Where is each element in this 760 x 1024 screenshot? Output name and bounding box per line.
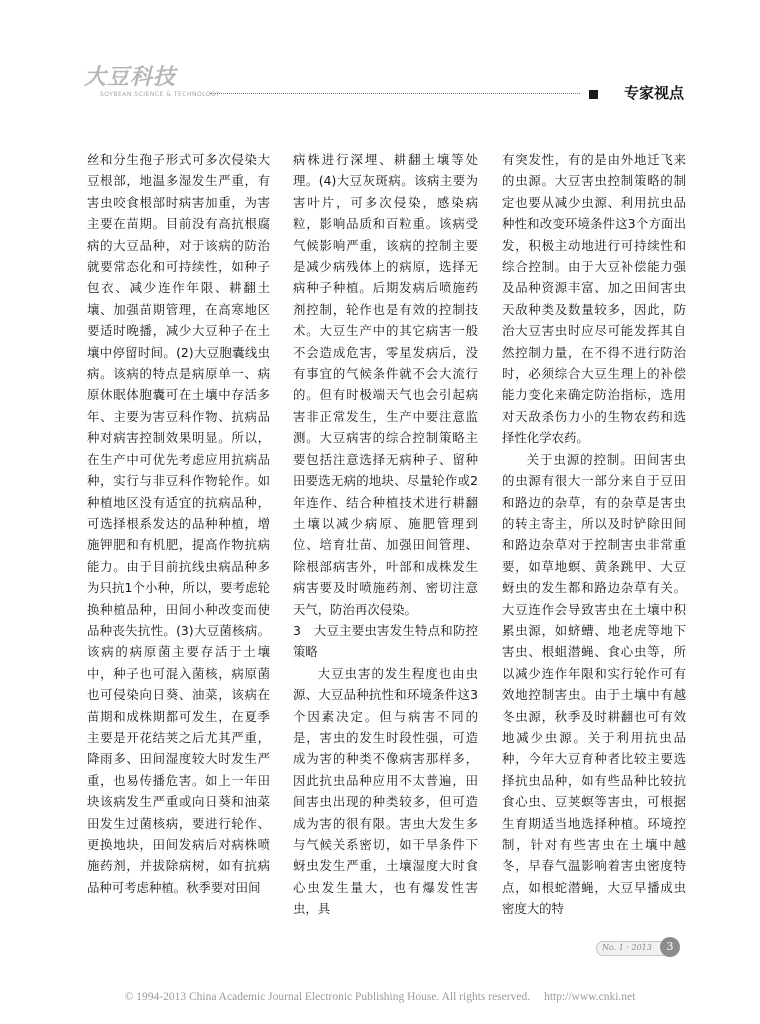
- issue-label: No. 1 · 2013: [602, 943, 652, 952]
- paragraph: 关于虫源的控制。田间害虫的虫源有很大一部分来自于豆田和路边的杂草，有的杂草是害虫的转主寄主，所以及时铲除田间和路边杂草对于控制害虫非常重要，如草地螟、黄条跳甲、大豆蚜虫的发生都和路边杂草有关。大豆连作会导致害虫在土壤中积累虫源，如蛴螬、地老虎等地下害虫、根蛆潜蝇、食心虫等，所以减少连作年限和实行轮作可有效地控制害虫。由于土壤中有越冬虫源，秋季及时耕翻也可有效地减少虫源。关于利用抗虫品种，今年大豆育种者比较主要选择抗虫品种，如有些品种比较抗食心虫、豆荚螟等害虫，可根据生育期适当地选择种植。环境控制，针对有些害虫在土壤中越冬，早春气温影响着害虫密度特点，如根蛇潜蝇，大豆早播成虫密度大的特: [502, 451, 686, 917]
- page-footer: [0, 991, 760, 1003]
- text-column-1: [87, 149, 270, 898]
- paragraph: 大豆虫害的发生程度也由虫源、大豆品种抗性和环境条件这3个因素决定。但与病害不同的是，害虫的发生时段性强，可造成为害的种类不像病害那样多，因此抗虫品种应用不太普遍，田间害虫出现的种类较多，但可造成为害的很有限。害虫大发生多与气候关系密切，如干旱条件下蚜虫发生严重，土壤湿度大时食心虫发生量大，也有爆发性害虫，具: [293, 665, 478, 917]
- section-title: 专家视点: [624, 84, 685, 102]
- text-column-2: [293, 149, 478, 920]
- paragraph: 丝和分生孢子形式可多次侵染大豆根部，地温多湿发生严重，有害虫咬食根部时病害加重，为害主要在苗期。目前没有高抗根腐病的大豆品种，对于该病的防治就要常态化和可持续性，如种子包衣、减少连作年限、耕翻土壤、加强苗期管理，在高寒地区要适时晚播，减少大豆种子在土壤中停留时间。(2)大豆胞囊线虫病。该病的特点是病原单一、病原休眠体胞囊可在土壤中存活多年、主要为害豆科作物、抗病品种对病害控制效果明显。所以，在生产中可优先考虑应用抗病品种，实行与非豆科作物轮作。如种植地区没有适宜的抗病品种，可选择根系发达的品种种植，增施钾肥和有机肥，提高作物抗病能力。由于目前抗线虫病品种多为只抗1个小种，所以，要考虑轮换种植品种，田间小种改变而使品种丧失抗性。(3)大豆菌核病。该病的病原菌主要存活于土壤中，种子也可混入菌核，病原菌也可侵染向日葵、油菜，该病在苗期和成株期都可发生，在夏季主要是开花结荚之后尤其严重，降雨多、田间湿度较大时发生严重，也易传播危害。如上一年田块该病发生严重或向日葵和油菜田发生过菌核病，要进行轮作、更换地块，田间发病后对病株喷施药剂，并拔除病树，如有抗病品种可考虑种植。秋季要对田间: [87, 152, 270, 895]
- header-divider: [210, 93, 580, 94]
- page-number-badge: [596, 937, 681, 957]
- footer-url[interactable]: http://www.cnki.net: [544, 991, 636, 1003]
- journal-logo: [84, 66, 284, 106]
- copyright-text: © 1994-2013 China Academic Journal Electronic Publishing House. All rights reserved.: [124, 991, 531, 1003]
- paragraph: 病株进行深埋、耕翻土壤等处理。(4)大豆灰斑病。该病主要为害叶片，可多次侵染，感染病粒，影响品质和百粒重。该病受气候影响严重，该病的控制主要是减少病残体上的病原，选择无病种子种植。后期发病后喷施药剂控制，轮作也是有效的控制技术。大豆生产中的其它病害一般不会造成危害，零星发病后，没有事宜的气候条件就不会大流行的。但有时极端天气也会引起病害非正常发生，生产中要注意监测。大豆病害的综合控制策略主要包括注意选择无病种子、留种田要选无病的地块、尽量轮作或2年连作、结合种植技术进行耕翻土壤以减少病原、施肥管理到位、培育壮苗、加强田间管理、除根部病害外，叶部和成株发生病害要及时喷施药剂、密切注意天气，防治再次侵染。: [293, 152, 478, 617]
- section-marker-icon: [589, 90, 598, 99]
- text-column-3: [502, 149, 686, 920]
- logo-subtitle: SOYBEAN SCIENCE & TECHNOLOGY: [100, 91, 221, 98]
- page-number: 3: [660, 937, 680, 957]
- paragraph: 有突发性，有的是由外地迁飞来的虫源。大豆害虫控制策略的制定也要从减少虫源、利用抗虫品种性和改变环境条件这3个方面出发，积极主动地进行可持续性和综合控制。由于大豆补偿能力强及品种资源丰富、加之田间害虫天敌种类及数量较多，因此，防治大豆害虫时应尽可能发挥其自然控制力量，在不得不进行防治时，必须综合大豆生理上的补偿能力变化来确定防治指标，选用对天敌杀伤力小的生物农药和选择性化学农药。: [502, 152, 686, 446]
- page-header: [0, 0, 760, 120]
- section-heading: 3 大豆主要虫害发生特点和防控策略: [293, 622, 478, 660]
- logo-title: 大豆科技: [84, 65, 177, 90]
